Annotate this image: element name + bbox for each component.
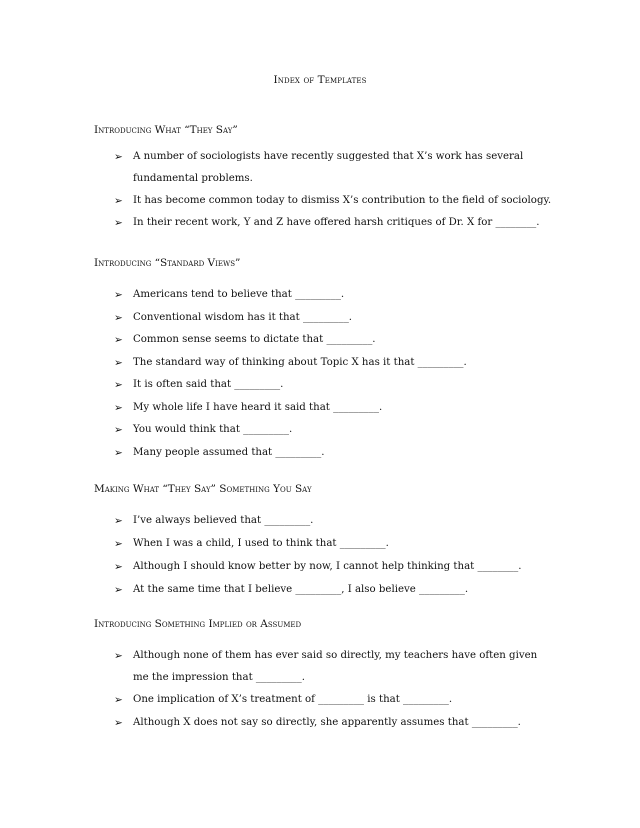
arrow-bullet-icon: ➢	[114, 584, 123, 596]
arrow-bullet-icon: ➢	[114, 379, 123, 391]
list-item-text: Although I should know better by now, I cannot help thinking that ________.	[133, 561, 522, 572]
list-item-text: One implication of X’s treatment of _________ is that _________.	[133, 694, 453, 705]
list-item-text: Americans tend to believe that _________.	[133, 289, 345, 300]
list-item-text: At the same time that I believe _________, I also believe _________.	[133, 584, 469, 595]
arrow-bullet-icon: ➢	[114, 356, 123, 369]
arrow-bullet-icon: ➢	[114, 716, 123, 729]
arrow-bullet-icon: ➢	[114, 311, 123, 324]
list-item-text: Conventional wisdom has it that _________.	[133, 311, 353, 323]
list-item-text: It has become common today to dismiss X’s contribution to the field of sociology.	[133, 195, 552, 206]
list-item-text: It is often said that _________.	[133, 379, 284, 390]
section-heading: Making What “They Say” Something You Say	[94, 483, 312, 495]
list-item-text: In their recent work, Y and Z have offered harsh critiques of Dr. X for ________.	[133, 217, 540, 228]
arrow-bullet-icon: ➢	[114, 515, 123, 527]
list-item-text: Although none of them has ever said so directly, my teachers have often given me the impression that _________.	[133, 650, 538, 683]
section-heading: Introducing “Standard Views”	[94, 257, 241, 269]
arrow-bullet-icon: ➢	[114, 538, 123, 550]
list-item-text: Many people assumed that _________.	[133, 446, 325, 458]
list-item-text: My whole life I have heard it said that _________.	[133, 401, 383, 413]
arrow-bullet-icon: ➢	[114, 424, 123, 436]
page-title: Index of Templates	[273, 74, 367, 86]
list-item-text: A number of sociologists have recently suggested that X’s work has several fundamental problems.	[133, 151, 524, 184]
list-item-text: Although X does not say so directly, she apparently assumes that _________.	[133, 716, 521, 728]
list-item-text: You would think that _________.	[133, 424, 293, 435]
arrow-bullet-icon: ➢	[114, 446, 123, 459]
arrow-bullet-icon: ➢	[114, 289, 123, 301]
arrow-bullet-icon: ➢	[114, 217, 123, 229]
arrow-bullet-icon: ➢	[114, 334, 123, 346]
list-item-text: The standard way of thinking about Topic X has it that _________.	[133, 356, 467, 368]
list-item-text: When I was a child, I used to think that _________.	[133, 538, 389, 549]
arrow-bullet-icon: ➢	[114, 151, 123, 163]
section-heading: Introducing What “They Say”	[94, 124, 238, 136]
arrow-bullet-icon: ➢	[114, 401, 123, 414]
arrow-bullet-icon: ➢	[114, 561, 123, 573]
arrow-bullet-icon: ➢	[114, 650, 123, 662]
section-heading: Introducing Something Implied or Assumed	[94, 618, 302, 630]
list-item-text: I’ve always believed that _________.	[133, 515, 314, 526]
list-item-text: Common sense seems to dictate that _________.	[133, 334, 376, 345]
arrow-bullet-icon: ➢	[114, 694, 123, 706]
arrow-bullet-icon: ➢	[114, 195, 123, 207]
